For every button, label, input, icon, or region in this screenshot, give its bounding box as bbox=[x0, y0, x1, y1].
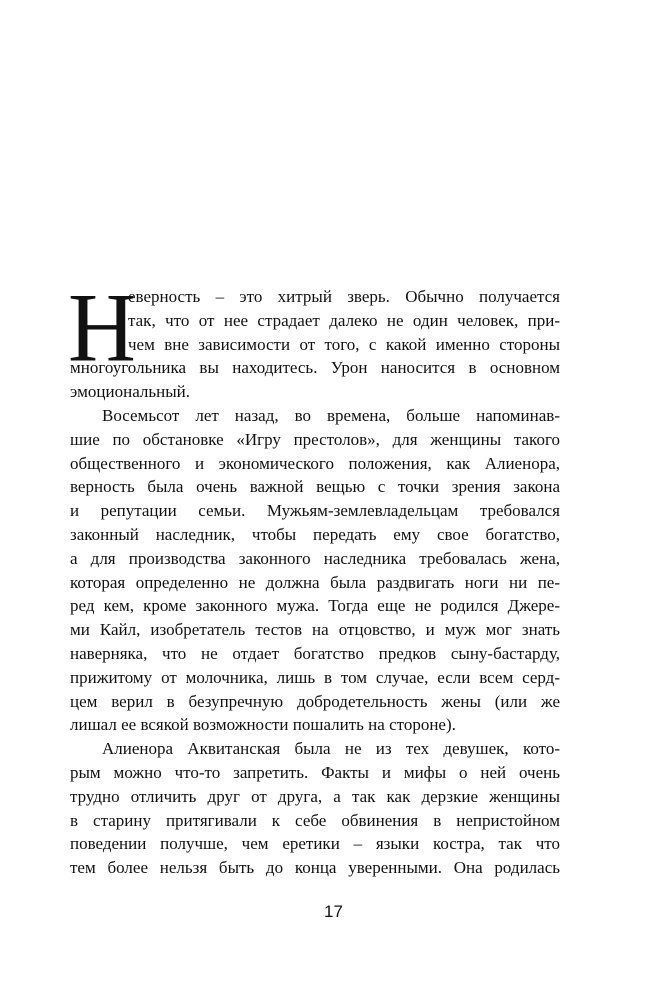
text-line: многоугольника вы находитесь. Урон наносится в основном bbox=[70, 358, 560, 378]
text-line: в старину притягивали к себе обвинения в непристойном bbox=[70, 810, 560, 830]
text-line: тем более нельзя быть до конца уверенными. Она родилась bbox=[70, 858, 560, 878]
text-line: общественного и экономического положения, как Алиенора, bbox=[70, 453, 560, 473]
page-number: 17 bbox=[324, 902, 343, 921]
text-line: ми Кайл, изобретатель тестов на отцовство, и муж мог знать bbox=[70, 620, 560, 640]
text-line: цем верил в безупречную добродетельность жены (или же bbox=[70, 691, 560, 711]
text-line: законный наследник, чтобы передать ему свое богатство, bbox=[70, 524, 560, 544]
text-line: эмоциональный. bbox=[70, 382, 190, 402]
text-line: шие по обстановке «Игру престолов», для женщины такого bbox=[70, 429, 560, 449]
text-line: Восемьсот лет назад, во времена, больше напоминав- bbox=[102, 405, 560, 425]
text-line: наверняка, что не отдает богатство предков сыну-бастарду, bbox=[70, 643, 560, 663]
text-line: а для производства законного наследника требовалась жена, bbox=[70, 548, 560, 568]
body-text bbox=[68, 273, 560, 880]
text-line: так, что от нее страдает далеко не один человек, при- bbox=[128, 310, 560, 330]
drop-cap: Н bbox=[68, 273, 136, 383]
text-line: которая определенно не должна была раздвигать ноги ни пе- bbox=[70, 572, 560, 592]
text-line: поведении получше, чем еретики – языки костра, так что bbox=[70, 834, 560, 854]
text-line: лишал ее всякой возможности пошалить на стороне). bbox=[70, 715, 456, 735]
text-line: трудно отличить друг от друга, а так как дерзкие женщины bbox=[70, 786, 560, 806]
text-line: еверность – это хитрый зверь. Обычно получается bbox=[128, 287, 560, 306]
text-line: Алиенора Аквитанская была не из тех девушек, кото- bbox=[102, 739, 560, 759]
text-line: ред кем, кроме законного мужа. Тогда еще не родился Джере- bbox=[70, 596, 560, 616]
text-line: и репутации семьи. Мужьям-землевладельцам требовался bbox=[70, 501, 560, 521]
text-line: чем вне зависимости от того, с какой именно стороны bbox=[128, 334, 560, 354]
text-line: верность была очень важной вещью с точки зрения закона bbox=[70, 477, 560, 497]
text-line: прижитому от молочника, лишь в том случае, если всем серд- bbox=[70, 667, 560, 687]
text-line: рым можно что-то запретить. Факты и мифы о ней очень bbox=[70, 762, 560, 782]
